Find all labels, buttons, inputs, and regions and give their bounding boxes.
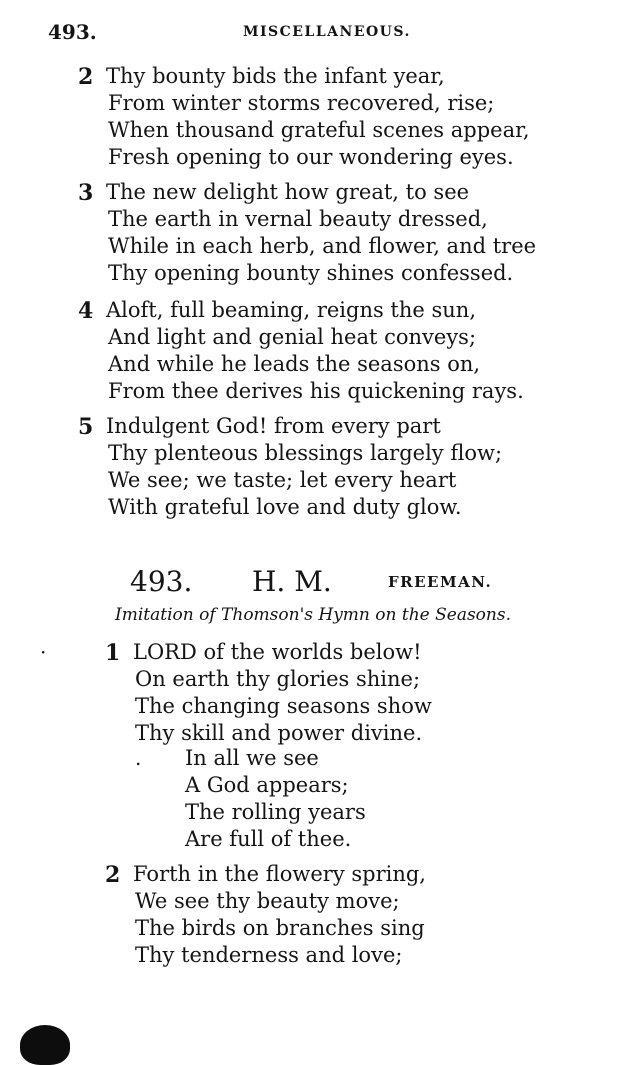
verse-line: When thousand grateful scenes appear, xyxy=(108,118,530,142)
verse-line: From winter storms recovered, rise; xyxy=(108,91,495,115)
page-header xyxy=(48,20,560,46)
verse-line: Indulgent God! from every part xyxy=(106,414,441,438)
verse-line: And light and genial heat conveys; xyxy=(108,325,477,349)
verse-line: Forth in the flowery spring, xyxy=(133,862,426,886)
verse-line: The changing seasons show xyxy=(135,694,432,718)
verse-line: Thy skill and power divine. xyxy=(135,721,423,745)
verse-line: The birds on branches sing xyxy=(135,916,425,940)
hymn-number: 493. xyxy=(130,565,193,598)
verse-line: Thy plenteous blessings largely flow; xyxy=(108,441,503,465)
small-caps-word: LORD xyxy=(133,640,197,664)
verse-line: The rolling years xyxy=(185,800,366,824)
verse-line: Thy bounty bids the infant year, xyxy=(106,64,445,88)
verse-line: Aloft, full beaming, reigns the sun, xyxy=(106,298,477,322)
hymn-heading xyxy=(130,565,550,599)
print-speck: · xyxy=(40,640,47,664)
hymn-composer: FREEMAN. xyxy=(388,573,493,591)
stanza-number: 2 xyxy=(105,862,121,888)
verse-line xyxy=(133,640,422,664)
verse-line: We see thy beauty move; xyxy=(135,889,400,913)
verse-line: From thee derives his quickening rays. xyxy=(108,379,524,403)
verse-line: Thy opening bounty shines confessed. xyxy=(108,261,514,285)
verse-line: And while he leads the seasons on, xyxy=(108,352,481,376)
hymn-subtitle: Imitation of Thomson's Hymn on the Seasons. xyxy=(115,605,511,625)
verse-line: In all we see xyxy=(185,746,319,770)
verse-line: While in each herb, and flower, and tree xyxy=(108,234,537,258)
verse-line-rest: of the worlds below! xyxy=(196,640,422,664)
verse-line: We see; we taste; let every heart xyxy=(108,468,457,492)
verse-line: The earth in vernal beauty dressed, xyxy=(108,207,488,231)
page-number: 493. xyxy=(48,20,97,44)
verse-line: A God appears; xyxy=(185,773,349,797)
verse-line: Fresh opening to our wondering eyes. xyxy=(108,145,514,169)
verse-line: Are full of thee. xyxy=(185,827,352,851)
print-speck: . xyxy=(135,746,142,770)
stanza-number: 2 xyxy=(78,64,94,90)
ink-blot xyxy=(20,1025,70,1065)
verse-line: Thy tenderness and love; xyxy=(135,943,403,967)
verse-line: On earth thy glories shine; xyxy=(135,667,421,691)
hymn-meter: H. M. xyxy=(252,565,332,598)
stanza-number: 4 xyxy=(78,298,94,324)
running-head: MISCELLANEOUS. xyxy=(243,24,411,40)
verse-line: With grateful love and duty glow. xyxy=(108,495,462,519)
verse-line: The new delight how great, to see xyxy=(106,180,470,204)
stanza-number: 3 xyxy=(78,180,94,206)
stanza-number: 5 xyxy=(78,414,94,440)
stanza-number: 1 xyxy=(105,640,121,666)
